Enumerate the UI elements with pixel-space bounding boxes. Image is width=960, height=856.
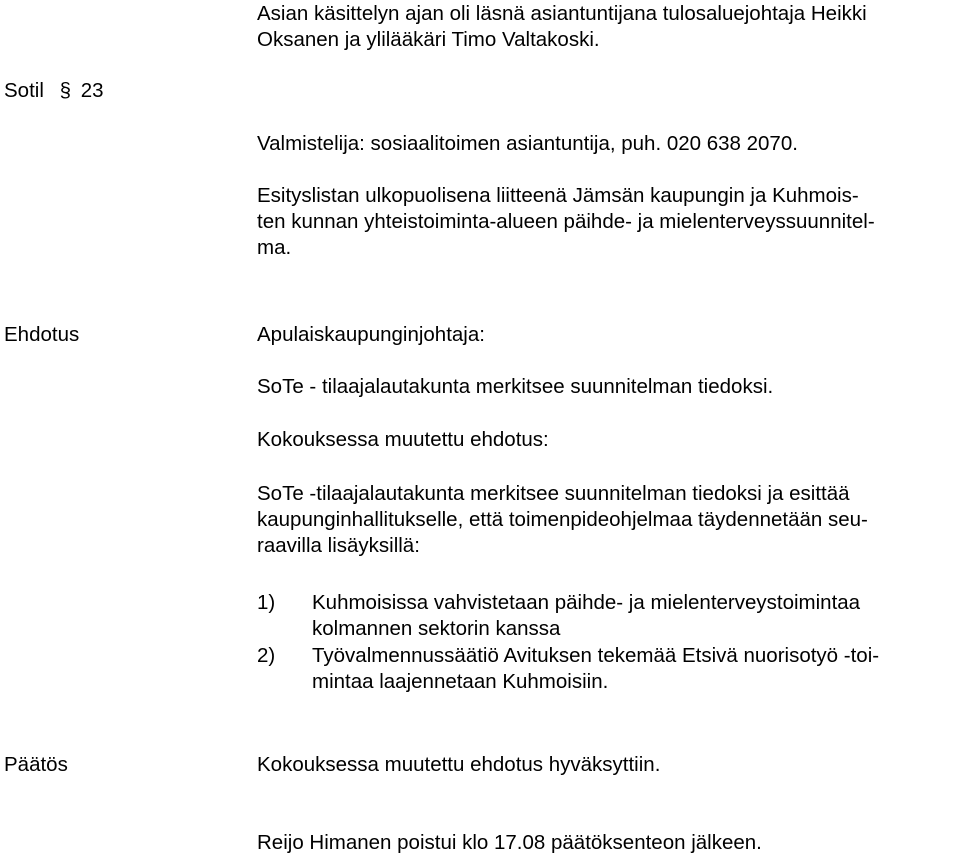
section-symbol: §	[59, 79, 71, 102]
section-label: Sotil	[4, 79, 44, 102]
list-item-text	[312, 590, 860, 642]
list-item-line-1: Kuhmoisissa vahvistetaan päihde- ja mielenterveystoimintaa	[312, 591, 861, 614]
amended-line-2: kaupunginhallitukselle, että toimenpideohjelmaa täydennetään seu-	[257, 508, 868, 531]
proposal-author-text: Apulaiskaupunginjohtaja:	[257, 323, 485, 346]
attachment-line-3: ma.	[257, 236, 292, 259]
decision-label: Päätös	[4, 753, 68, 776]
attachment-line-2: ten kunnan yhteistoiminta-alueen päihde- ja mielenterveyssuunnitel-	[257, 210, 875, 233]
preparer-text: Valmistelija: sosiaalitoimen asiantuntija, puh. 020 638 2070.	[257, 132, 798, 155]
intro-paragraph	[257, 1, 957, 53]
amended-line-3: raavilla lisäyksillä:	[257, 534, 420, 557]
intro-line-2: Oksanen ja ylilääkäri Timo Valtakoski.	[257, 28, 600, 51]
list-item-line-2: kolmannen sektorin kanssa	[312, 617, 561, 640]
list-item-number: 1)	[257, 591, 276, 614]
decision-text-line: Kokouksessa muutettu ehdotus hyväksyttiin.	[257, 753, 661, 776]
attachment-paragraph	[257, 183, 957, 261]
proposal-text	[257, 374, 957, 400]
section-heading	[4, 78, 104, 104]
amended-paragraph	[257, 481, 957, 559]
intro-line-1: Asian käsittelyn ajan oli läsnä asiantuntijana tulosaluejohtaja Heikki	[257, 2, 867, 25]
list-item-line-2: mintaa laajennetaan Kuhmoisiin.	[312, 670, 609, 693]
proposal-author	[257, 322, 957, 348]
proposal-text-line: SoTe - tilaajalautakunta merkitsee suunnitelman tiedoksi.	[257, 375, 774, 398]
preparer-line	[257, 131, 957, 157]
section-number: 23	[80, 79, 104, 102]
amended-heading	[257, 427, 957, 453]
list-item-number: 2)	[257, 644, 276, 667]
list-item-text	[312, 643, 879, 695]
list-item-line-1: Työvalmennussäätiö Avituksen tekemää Etsivä nuorisotyö -toi-	[312, 644, 880, 667]
amended-heading-text: Kokouksessa muutettu ehdotus:	[257, 428, 549, 451]
note-text: Reijo Himanen poistui klo 17.08 päätöksenteon jälkeen.	[257, 831, 762, 854]
note-line	[257, 830, 957, 856]
amended-line-1: SoTe -tilaajalautakunta merkitsee suunnitelman tiedoksi ja esittää	[257, 482, 850, 505]
decision-text	[257, 752, 957, 778]
proposal-label: Ehdotus	[4, 323, 80, 346]
attachment-line-1: Esityslistan ulkopuolisena liitteenä Jämsän kaupungin ja Kuhmois-	[257, 184, 859, 207]
